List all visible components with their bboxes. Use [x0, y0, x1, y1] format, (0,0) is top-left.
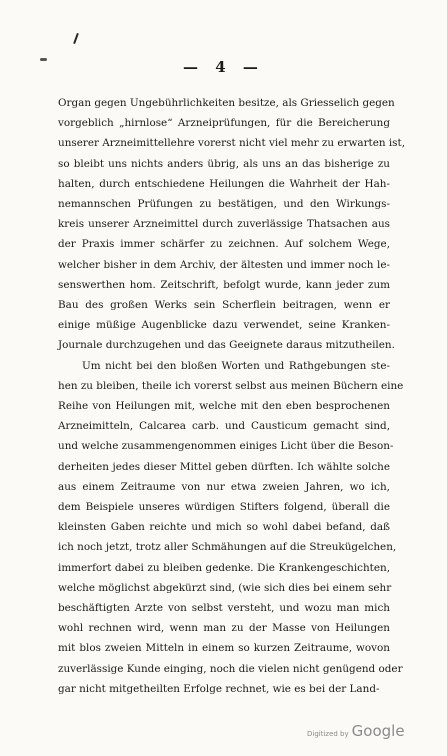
text-line: dem Beispiele unseres würdigen Stifters folgend, überall die	[58, 501, 390, 514]
text-line: Um nicht bei den bloßen Worten und Rathgebungen ste-	[82, 359, 390, 372]
text-line: immerfort dabei zu bleiben gedenke. Die Krankengeschichten,	[58, 561, 390, 574]
text-line: Journale durchzugehen und das Geeignete daraus mitzutheilen.	[58, 339, 395, 352]
watermark-brand: Google	[351, 722, 405, 740]
ink-mark	[73, 33, 79, 44]
text-line: nemannschen Prüfungen zu bestätigen, und den Wirkungs-	[58, 198, 390, 211]
text-line: mit blos zweien Mitteln in einem so kurzen Zeitraume, wovon	[58, 642, 390, 655]
text-line: und welche zusammengenommen einiges Licht über die Beson-	[58, 440, 394, 453]
text-line: derheiten jedes dieser Mittel geben dürften. Ich wählte solche	[58, 460, 390, 473]
text-line: Arzneimitteln, Calcarea carb. und Causticum gemacht sind,	[58, 420, 390, 433]
text-line: wohl rechnen wird, wenn man zu der Masse von Heilungen	[58, 622, 390, 635]
text-line: ich noch jetzt, trotz aller Schmähungen auf die Streukügelchen,	[58, 541, 397, 554]
page-number: — 4 —	[183, 58, 264, 76]
text-line: beschäftigten Arzte von selbst versteht, und wozu man mich	[58, 602, 390, 615]
digitized-watermark	[307, 721, 405, 740]
text-line: halten, durch entschiedene Heilungen die Wahrheit der Hah-	[58, 177, 390, 190]
text-line: welcher bisher in dem Archiv, der ältesten und immer noch le-	[58, 258, 390, 271]
text-line: Reihe von Heilungen mit, welche mit den eben besprochenen	[58, 400, 390, 413]
text-line: senswerthen hom. Zeitschrift, befolgt wurde, kann jeder zum	[58, 278, 390, 291]
text-line: gar nicht mitgetheilten Erfolge rechnet, wie es bei der Land-	[58, 682, 380, 695]
text-line: zuverlässige Kunde einging, noch die vielen nicht genügend oder	[58, 662, 403, 675]
text-line: der Praxis immer schärfer zu zeichnen. Auf solchem Wege,	[58, 238, 390, 251]
body-text	[58, 93, 405, 699]
text-line: so bleibt uns nichts anders übrig, als uns an das bisherige zu	[58, 157, 390, 170]
watermark-prefix: Digitized by	[307, 730, 349, 738]
text-line: welche möglichst abgekürzt sind, (wie sich dies bei einem sehr	[58, 581, 392, 594]
text-line: unserer Arzneimittellehre vorerst nicht viel mehr zu erwarten ist,	[58, 137, 405, 150]
text-line: Organ gegen Ungebührlichkeiten besitze, als Griesselich gegen	[58, 97, 395, 109]
text-line: kleinsten Gaben reichte und mich so wohl dabei befand, daß	[58, 521, 390, 534]
text-line: aus einem Zeitraume von nur etwa zweien Jahren, wo ich,	[58, 480, 390, 493]
text-line: einige müßige Augenblicke dazu verwendet, seine Kranken-	[58, 319, 390, 332]
text-line: vorgeblich „hirnlose“ Arzneiprüfungen, für die Bereicherung	[58, 117, 390, 130]
text-line: Bau des großen Werks sein Scherflein beitragen, wenn er	[58, 299, 390, 312]
text-line: kreis unserer Arzneimittel durch zuverlässige Thatsachen aus	[58, 218, 390, 231]
text-line: hen zu bleiben, theile ich vorerst selbst aus meinen Büchern eine	[58, 379, 404, 392]
